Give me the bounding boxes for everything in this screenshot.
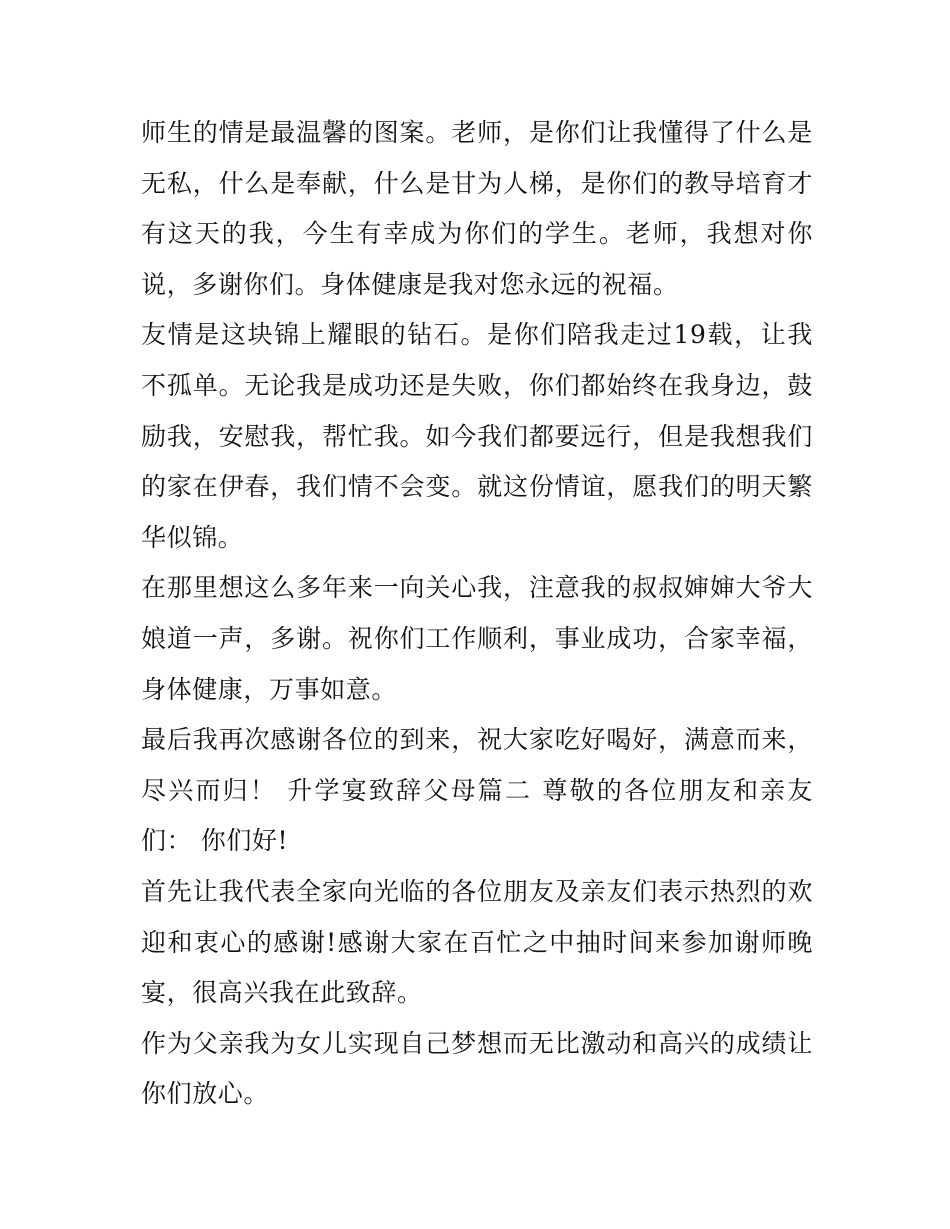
paragraph-relatives: 在那里想这么多年来一向关心我，注意我的叔叔婶婶大爷大娘道一声，多谢。祝你们工作顺利，事业成功，合家幸福，身体健康，万事如意。 bbox=[141, 573, 813, 704]
paragraph-father: 作为父亲我为女儿实现自己梦想而无比激动和高兴的成绩让你们放心。 bbox=[141, 1028, 813, 1109]
paragraph-teachers: 师生的情是最温馨的图案。老师，是你们让我懂得了什么是无私，什么是奉献，什么是甘为人梯，是你们的教导培育才有这天的我，今生有幸成为你们的学生。老师，我想对你说，多谢你们。身体健康是我对您永远的祝福。 bbox=[141, 118, 813, 299]
paragraph-friendship: 友情是这块锦上耀眼的钻石。是你们陪我走过19载，让我不孤单。无论我是成功还是失败，你们都始终在我身边，鼓励我，安慰我，帮忙我。如今我们都要远行，但是我想我们的家在伊春，我们情不会变。就这份情谊，愿我们的明天繁华似锦。 bbox=[141, 320, 813, 552]
paragraph-closing: 最后我再次感谢各位的到来，祝大家吃好喝好，满意而来，尽兴而归！ 升学宴致辞父母篇二 尊敬的各位朋友和亲友们： 你们好! bbox=[141, 725, 813, 856]
document-body bbox=[141, 108, 813, 1120]
paragraph-welcome: 首先让我代表全家向光临的各位朋友及亲友们表示热烈的欢迎和衷心的感谢!感谢大家在百忙之中抽时间来参加谢师晚宴，很高兴我在此致辞。 bbox=[141, 876, 813, 1008]
